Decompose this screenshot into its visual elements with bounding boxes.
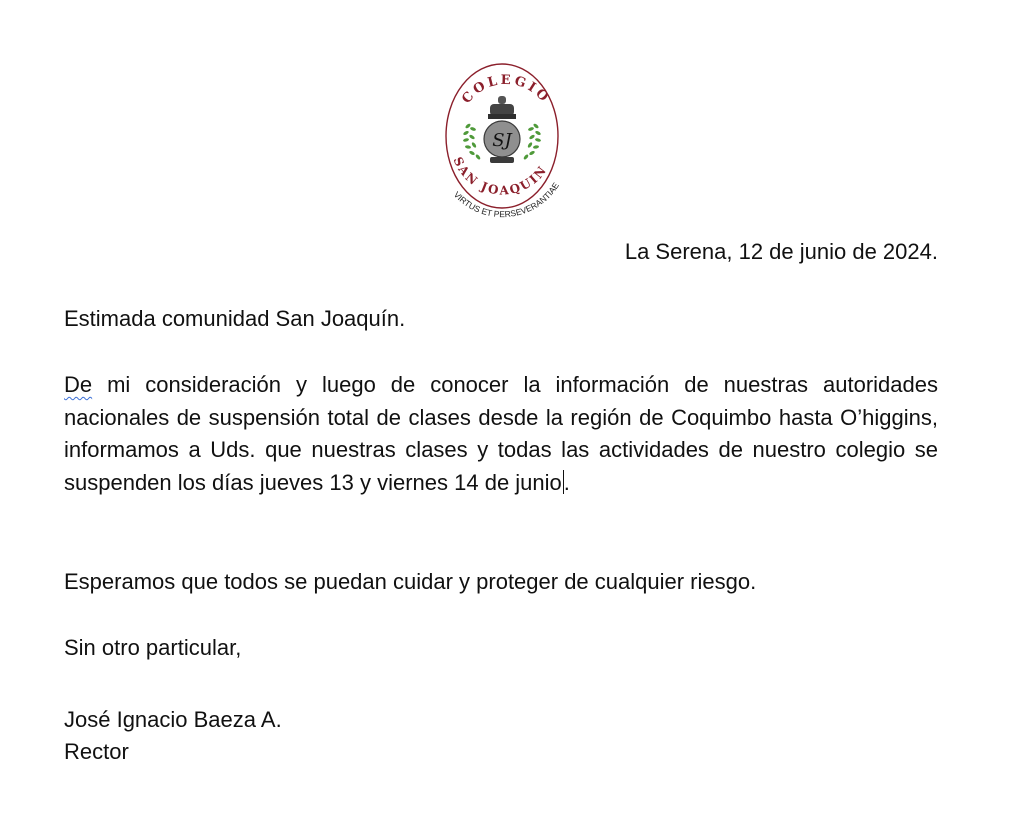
logo-motto-text: VIRTUS ET PERSEVERANTIAE: [451, 180, 561, 220]
letter-greeting: Estimada comunidad San Joaquín.: [64, 306, 406, 331]
logo-name-text: SAN JOAQUIN: [450, 154, 551, 198]
letter-date: La Serena, 12 de junio de 2024.: [624, 239, 938, 264]
signer-title: Rector: [64, 739, 129, 764]
paragraph-main-text: mi consideración y luego de conocer la información de nuestras autoridades nacionales de suspensión total de clases desde la región de Coquimbo hasta O’higgins, informamos a Uds. que nuestras clases y todas las actividades de nuestro colegio se suspenden los días jueves 13 y viernes 14 de junio: [64, 372, 938, 495]
letter-closing: Sin otro particular,: [64, 635, 242, 660]
letter-body-paragraph[interactable]: [64, 369, 938, 499]
letter-wish: Esperamos que todos se puedan cuidar y proteger de cualquier riesgo.: [64, 569, 757, 594]
school-logo: [430, 62, 578, 232]
monogram-text: SJ: [492, 130, 512, 151]
signature-block: [64, 704, 282, 768]
paragraph-end-text: .: [563, 469, 570, 495]
spellcheck-flagged-word[interactable]: De: [64, 372, 93, 397]
signer-name: José Ignacio Baeza A.: [64, 707, 282, 732]
logo-top-text: COLEGIO: [459, 72, 553, 107]
